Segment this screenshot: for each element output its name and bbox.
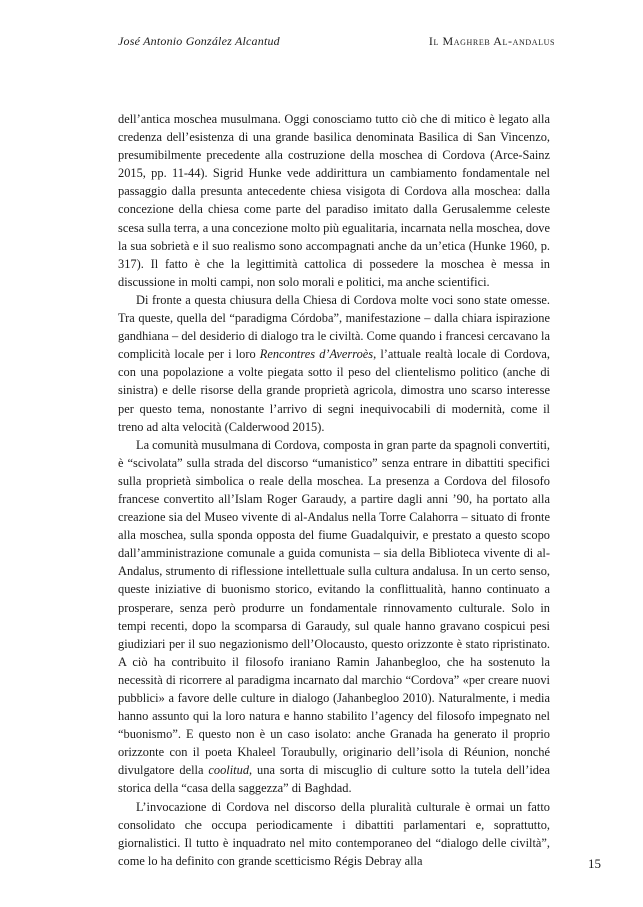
header-section: Il Maghreb Al-andalus xyxy=(428,34,555,48)
paragraph xyxy=(118,291,550,436)
running-header xyxy=(118,34,555,50)
paragraph xyxy=(118,110,550,291)
italic-text: Rencontres d’Averroès xyxy=(259,347,374,362)
paragraph-text: , l’attuale realtà locale di Cordova, con una popolazione a volte piegata sotto il peso del clientelismo politico (anche di sinistra) e delle risorse della grande proprietà agricola, dimostra uno scarso interesse per questo tema, nonostante l’arrivo di segni inequivocabili di modernità, come il treno ad alta velocità (Calderwood 2015). xyxy=(118,347,550,434)
paragraph-text: L’invocazione di Cordova nel discorso della pluralità culturale è ormai un fatto consolidato che occupa periodicamente i dibattiti parlamentari e, soprattutto, giornalistici. Il tutto è inquadrato nel mito contemporaneo del “dialogo delle civiltà”, come lo ha definito con grande scetticismo Régis Debray alla xyxy=(118,799,550,868)
header-author: José Antonio González Alcantud xyxy=(118,34,280,48)
paragraph-text: dell’antica moschea musulmana. Oggi conosciamo tutto ciò che di mitico è legato alla credenza dell’esistenza di una grande basilica denominata Basilica di San Vincenzo, presumibilmente precedente alla costruzione della moschea di Cordova (Arce-Sainz 2015, pp. 11-44). Sigrid Hunke vede addirittura un cambiamento fondamentale nel passaggio dalla presunta antecedente chiesa visigota di Cordova alla moschea: dalla concezione della chiesa come parte del paradiso imitato dalla Gerusalemme celeste scesa sulla terra, a una concezione molto più egualitaria, incarnata nella moschea, dove la sua sobrietà e il suo realismo sono accompagnati anche da un’etica (Hunke 1960, p. 317). Il fatto è che la legittimità cattolica di possedere la moschea è messa in discussione in molti campi, non solo morali e politici, ma anche scientifici. xyxy=(118,112,550,289)
paragraph xyxy=(118,798,550,870)
italic-text: coolitud xyxy=(208,763,250,778)
body-text xyxy=(118,110,550,870)
paragraph-text: , una sorta di miscuglio di culture sotto la tutela dell’idea storica della “casa della saggezza” di Baghdad. xyxy=(118,763,550,796)
paragraph xyxy=(118,436,550,798)
paragraph-text: La comunità musulmana di Cordova, composta in gran parte da spagnoli convertiti, è “scivolata” sulla strada del discorso “umanistico” senza entrare in dibattiti specifici sulla proprietà simbolica o reale della moschea. La presenza a Cordova del filosofo francese convertito all’Islam Roger Garaudy, a partire dagli anni ’90, ha portato alla creazione sia del Museo vivente di al-Andalus nella Torre Calahorra – situato di fronte alla moschea, sulla sponda opposta del fiume Guadalquivir, e prestato a questo scopo dall’amministrazione comunale a guida comunista – sia della Biblioteca vivente di al-Andalus, strumento di riflessione intellettuale sulla cultura andalusa. In un certo senso, queste iniziative di buonismo storico, evitando la conflittualità, hanno continuato a prosperare, senza però produrre un fondamentale rinnovamento culturale. Solo in tempi recenti, dopo la scomparsa di Garaudy, sul quale hanno gravano cospicui pesi giudiziari per il suo negazionismo dell’Olocausto, questo orizzonte è stato ripristinato. A ciò ha contribuito il filosofo iraniano Ramin Jahanbegloo, che ha sostenuto la necessità di ricorrere al paradigma incarnato dal marchio “Cordova” «per creare nuovi pubblici» a favore delle culture in dialogo (Jahanbegloo 2010). Naturalmente, i media hanno assunto qui la loro natura e hanno stabilito l’agency del filosofo impegnato nel “buonismo”. E questo non è un caso isolato: anche Granada ha generato il proprio orizzonte con il poeta Khaleel Toraubully, originario dell’isola di Réunion, nonché divulgatore della xyxy=(118,437,550,778)
page-number: 15 xyxy=(588,856,601,871)
paragraph-text: Di fronte a questa chiusura della Chiesa di Cordova molte voci sono state omesse. Tra queste, quella del “paradigma Córdoba”, manifestazione – dalla chiara ispirazione gandhiana – del desiderio di dialogo tra le civiltà. Come quando i francesi cercavano la complicità locale per i loro xyxy=(118,292,550,362)
